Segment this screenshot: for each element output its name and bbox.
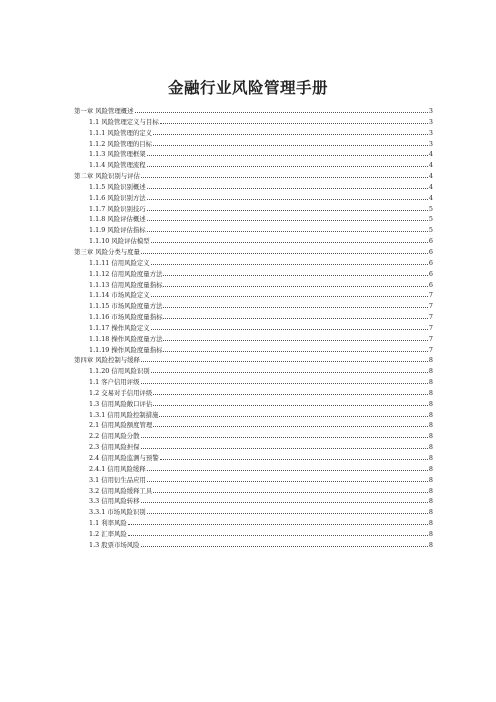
toc-page-number: 6 [428, 247, 433, 256]
toc-entry-label: 1.1.13 信用风险度量指标 [89, 280, 163, 289]
toc-leader-dots [151, 242, 428, 243]
toc-entry-label: 1.1.16 市场风险度量指标 [89, 313, 163, 322]
toc-entry-label: 1.3.1 信用风险控制措施 [89, 410, 159, 419]
toc-leader-dots [163, 286, 427, 287]
toc-entry[interactable] [74, 149, 433, 160]
toc-entry-label: 1.2 汇率风险 [89, 529, 127, 538]
toc-entry-label: 1.1.14 市场风险定义 [89, 291, 150, 300]
toc-entry[interactable] [74, 366, 433, 377]
toc-entry[interactable] [74, 334, 433, 345]
toc-entry-label: 1.1 客户信用评级 [89, 378, 140, 387]
toc-entry[interactable] [74, 117, 433, 128]
toc-leader-dots [141, 361, 428, 362]
toc-page-number: 5 [428, 226, 433, 235]
toc-entry-label: 第四章 风险控制与缓释 [74, 356, 140, 365]
toc-entry-label: 1.1.20 信用风险识别 [89, 367, 150, 376]
toc-entry[interactable] [74, 182, 433, 193]
toc-entry[interactable] [74, 355, 433, 366]
toc-entry-label: 第一章 风险管理概述 [74, 107, 134, 115]
toc-entry-label: 3.1 信用衍生品应用 [89, 475, 146, 484]
toc-entry[interactable] [74, 225, 433, 236]
toc-page-number: 7 [428, 291, 433, 300]
toc-page-number: 8 [428, 367, 433, 376]
toc-entry[interactable] [74, 486, 433, 497]
toc-entry[interactable] [74, 139, 433, 150]
toc-entry-label: 1.1.3 风险管理框架 [89, 150, 146, 159]
toc-page-number: 7 [428, 345, 433, 354]
toc-leader-dots [163, 318, 427, 319]
toc-entry-label: 1.1.9 风险评估指标 [89, 226, 146, 235]
toc-entry[interactable] [74, 160, 433, 171]
toc-entry[interactable] [74, 106, 433, 117]
toc-leader-dots [151, 372, 428, 373]
toc-leader-dots [153, 134, 428, 135]
toc-page-number: 4 [428, 161, 433, 170]
toc-page-number: 8 [428, 497, 433, 506]
toc-entry-label: 1.1.4 风险管理流程 [89, 161, 146, 170]
toc-entry[interactable] [74, 247, 433, 258]
toc-entry[interactable] [74, 171, 433, 182]
toc-entry[interactable] [74, 410, 433, 421]
toc-page-number: 8 [428, 529, 433, 538]
toc-entry-label: 2.2 信用风险分散 [89, 432, 140, 441]
toc-leader-dots [128, 535, 428, 536]
toc-entry[interactable] [74, 312, 433, 323]
toc-leader-dots [160, 459, 428, 460]
toc-leader-dots [141, 383, 428, 384]
toc-leader-dots [153, 405, 428, 406]
toc-entry-label: 1.3 信用风险敞口评估 [89, 399, 153, 408]
toc-leader-dots [153, 492, 428, 493]
toc-entry-label: 1.1.1 风险管理的定义 [89, 128, 153, 137]
toc-page-number: 3 [428, 139, 433, 148]
toc-entry-label: 第三章 风险分类与度量 [74, 247, 140, 256]
toc-page-number: 3 [428, 107, 433, 115]
toc-page-number: 6 [428, 237, 433, 246]
toc-leader-dots [163, 275, 427, 276]
toc-page-number: 4 [428, 150, 433, 159]
toc-entry-label: 1.1.8 风险评估概述 [89, 215, 146, 224]
toc-page-number: 7 [428, 313, 433, 322]
toc-leader-dots [153, 426, 428, 427]
toc-entry-label: 1.1.5 风险识别概述 [89, 182, 146, 191]
toc-entry[interactable] [74, 345, 433, 356]
toc-leader-dots [147, 188, 428, 189]
toc-page-number: 5 [428, 215, 433, 224]
toc-page-number: 8 [428, 486, 433, 495]
toc-page-number: 8 [428, 399, 433, 408]
toc-entry-label: 第二章 风险识别与评估 [74, 172, 140, 181]
toc-page-number: 8 [428, 410, 433, 419]
toc-page-number: 8 [428, 475, 433, 484]
toc-entry-label: 1.1.10 风险评估模型 [89, 237, 150, 246]
toc-entry-label: 2.4.1 信用风险缓释 [89, 464, 146, 473]
toc-leader-dots [147, 155, 428, 156]
toc-page-number: 8 [428, 519, 433, 528]
toc-leader-dots [153, 394, 428, 395]
toc-page-number: 4 [428, 193, 433, 202]
toc-page-number: 7 [428, 302, 433, 311]
toc-entry[interactable] [74, 529, 433, 540]
toc-leader-dots [141, 253, 428, 254]
toc-leader-dots [151, 296, 428, 297]
toc-page-number: 8 [428, 454, 433, 462]
toc-leader-dots [147, 199, 428, 200]
toc-entry-label: 2.1 信用风险额度管理 [89, 421, 153, 430]
toc-leader-dots [147, 210, 428, 211]
toc-page-number: 3 [428, 117, 433, 126]
toc-entry[interactable] [74, 193, 433, 204]
toc-entry-label: 1.1.17 操作风险定义 [89, 323, 150, 332]
toc-entry[interactable] [74, 431, 433, 442]
toc-entry[interactable] [74, 496, 433, 507]
toc-page-number: 6 [428, 269, 433, 278]
toc-leader-dots [163, 340, 427, 341]
toc-leader-dots [151, 264, 428, 265]
toc-leader-dots [135, 112, 428, 113]
toc-page-number: 8 [428, 508, 433, 517]
toc-page-number: 7 [428, 334, 433, 343]
toc-entry[interactable] [74, 475, 433, 486]
toc-page-number: 8 [428, 443, 433, 452]
table-of-contents [74, 106, 433, 551]
toc-entry-label: 1.2 交易对手信用评级 [89, 388, 153, 397]
toc-entry[interactable] [74, 214, 433, 225]
toc-entry-label: 3.3 信用风险转移 [89, 497, 140, 506]
toc-page-number: 8 [428, 421, 433, 430]
toc-entry-label: 3.2 信用风险缓释工具 [89, 486, 153, 495]
toc-entry[interactable] [74, 301, 433, 312]
toc-leader-dots [147, 220, 428, 221]
toc-entry[interactable] [74, 453, 433, 464]
toc-entry-label: 1.1.12 信用风险度量方法 [89, 269, 163, 278]
toc-page-number: 5 [428, 204, 433, 213]
toc-leader-dots [128, 524, 428, 525]
toc-page-number: 6 [428, 258, 433, 267]
toc-entry-label: 1.1.11 信用风险定义 [89, 258, 150, 267]
toc-page-number: 6 [428, 280, 433, 289]
toc-leader-dots [147, 513, 428, 514]
toc-entry-label: 1.1 利率风险 [89, 519, 127, 528]
toc-page-number: 8 [428, 432, 433, 441]
toc-entry-label: 1.1.19 操作风险度量指标 [89, 345, 163, 354]
toc-entry-label: 1.1 风险管理定义与目标 [89, 117, 159, 126]
toc-entry[interactable] [74, 128, 433, 139]
toc-page-number: 8 [428, 356, 433, 365]
toc-entry[interactable] [74, 507, 433, 518]
toc-entry-label: 2.4 信用风险监测与预警 [89, 454, 159, 462]
toc-entry-label: 1.1.6 风险识别方法 [89, 193, 146, 202]
toc-entry[interactable] [74, 236, 433, 247]
toc-leader-dots [141, 177, 428, 178]
toc-entry-label: 1.1.2 风险管理的目标 [89, 139, 153, 148]
toc-leader-dots [147, 166, 428, 167]
toc-entry[interactable] [74, 323, 433, 334]
toc-entry[interactable] [74, 420, 433, 431]
toc-entry-label: 3.3.1 市场风险识别 [89, 508, 146, 517]
toc-entry-label: 1.3 股票市场风险 [89, 540, 140, 549]
toc-entry[interactable] [74, 540, 433, 551]
toc-leader-dots [141, 502, 428, 503]
toc-entry[interactable] [74, 442, 433, 453]
toc-entry[interactable] [74, 258, 433, 269]
toc-entry[interactable] [74, 464, 433, 475]
toc-leader-dots [147, 470, 428, 471]
toc-leader-dots [160, 123, 428, 124]
toc-page-number: 8 [428, 378, 433, 387]
toc-entry-label: 1.1.7 风险识别技巧 [89, 204, 146, 213]
toc-entry-label: 2.3 信用风险担保 [89, 443, 140, 452]
toc-entry[interactable] [74, 290, 433, 301]
toc-entry[interactable] [74, 399, 433, 410]
toc-page-number: 7 [428, 323, 433, 332]
toc-leader-dots [147, 481, 428, 482]
toc-leader-dots [153, 145, 428, 146]
toc-entry[interactable] [74, 388, 433, 399]
toc-leader-dots [141, 437, 428, 438]
toc-page-number: 8 [428, 540, 433, 549]
toc-entry-label: 1.1.18 操作风险度量方法 [89, 334, 163, 343]
toc-leader-dots [147, 231, 428, 232]
toc-entry[interactable] [74, 518, 433, 529]
toc-entry-label: 1.1.15 市场风险度量方法 [89, 302, 163, 311]
toc-entry[interactable] [74, 204, 433, 215]
toc-leader-dots [159, 416, 428, 417]
toc-page-number: 8 [428, 464, 433, 473]
toc-leader-dots [141, 546, 428, 547]
toc-leader-dots [151, 329, 428, 330]
toc-leader-dots [163, 351, 427, 352]
toc-entry[interactable] [74, 377, 433, 388]
toc-leader-dots [163, 307, 427, 308]
toc-entry[interactable] [74, 269, 433, 280]
toc-leader-dots [141, 448, 428, 449]
toc-page-number: 4 [428, 172, 433, 181]
toc-page-number: 8 [428, 388, 433, 397]
toc-page-number: 4 [428, 182, 433, 191]
toc-page-number: 3 [428, 128, 433, 137]
toc-entry[interactable] [74, 280, 433, 291]
document-title: 金融行业风险管理手册 [167, 79, 328, 97]
